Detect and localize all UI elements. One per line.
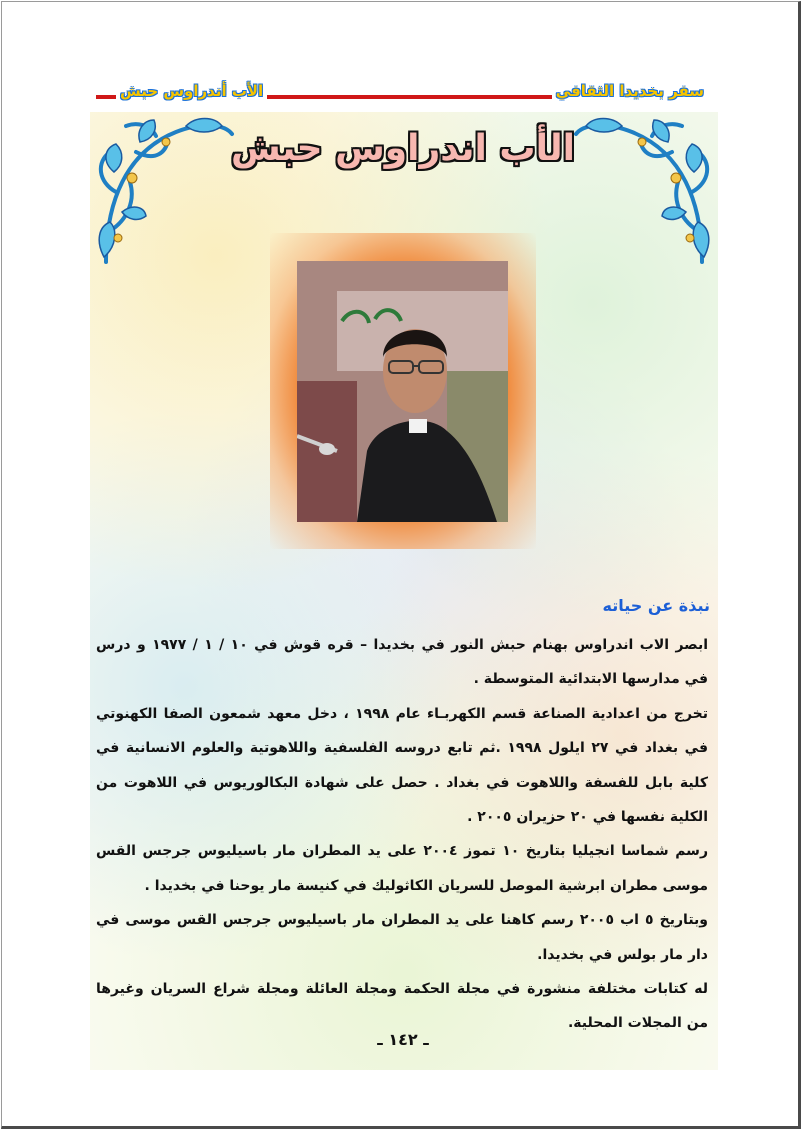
book-title: سفر بخديدا الثقافي <box>552 82 708 100</box>
portrait-illustration <box>297 261 508 522</box>
biography-text <box>96 628 708 1041</box>
page-number: ـ ١٤٢ ـ <box>377 1030 429 1049</box>
portrait-photo <box>297 261 508 522</box>
paragraph: ابصر الاب اندراوس بهنام حبش النور في بخديدا – قره قوش في ١٠ / ١ / ١٩٧٧ و درس في مدارسها الابتدائية المتوسطة . <box>96 637 708 688</box>
paragraph: وبتاريخ ٥ اب ٢٠٠٥ رسم كاهنا على يد المطران مار باسيليوس جرجس القس موسى في دار مار بولس في بخديدا. <box>96 912 708 963</box>
page-header <box>96 82 708 108</box>
paragraph: تخرج من اعدادية الصناعة قسم الكهربـاء عام ١٩٩٨ ، دخل معهد شمعون الصفا الكهنوتي في بغداد في ٢٧ ايلول ١٩٩٨ .ثم تابع دروسه الفلسفية واللاهوتية والعلوم الانسانية في كلية بابل للفسفة واللاهوت في بغداد . حصل على شهادة البكالوريوس في اللاهوت من الكلية نفسها في ٢٠ حزيران ٢٠٠٥ . <box>96 705 709 826</box>
chapter-title: الأب أندراوس حبش <box>116 82 267 100</box>
paragraph: له كتابات مختلفة منشورة في مجلة الحكمة ومجلة العائلة ومجلة شراع السريان وغيرها من المجلات المحلية. <box>96 981 708 1032</box>
section-heading: نبذة عن حياته <box>602 596 710 615</box>
paragraph: رسم شماسا انجيليا بتاريخ ١٠ تموز ٢٠٠٤ على يد المطران مار باسيليوس جرجس القس موسى مطران ابرشية الموصل للسريان الكاثوليك في كنيسة مار يوحنا في بخديدا . <box>96 843 709 894</box>
page-title: الأب اندراوس حبش <box>231 128 575 169</box>
